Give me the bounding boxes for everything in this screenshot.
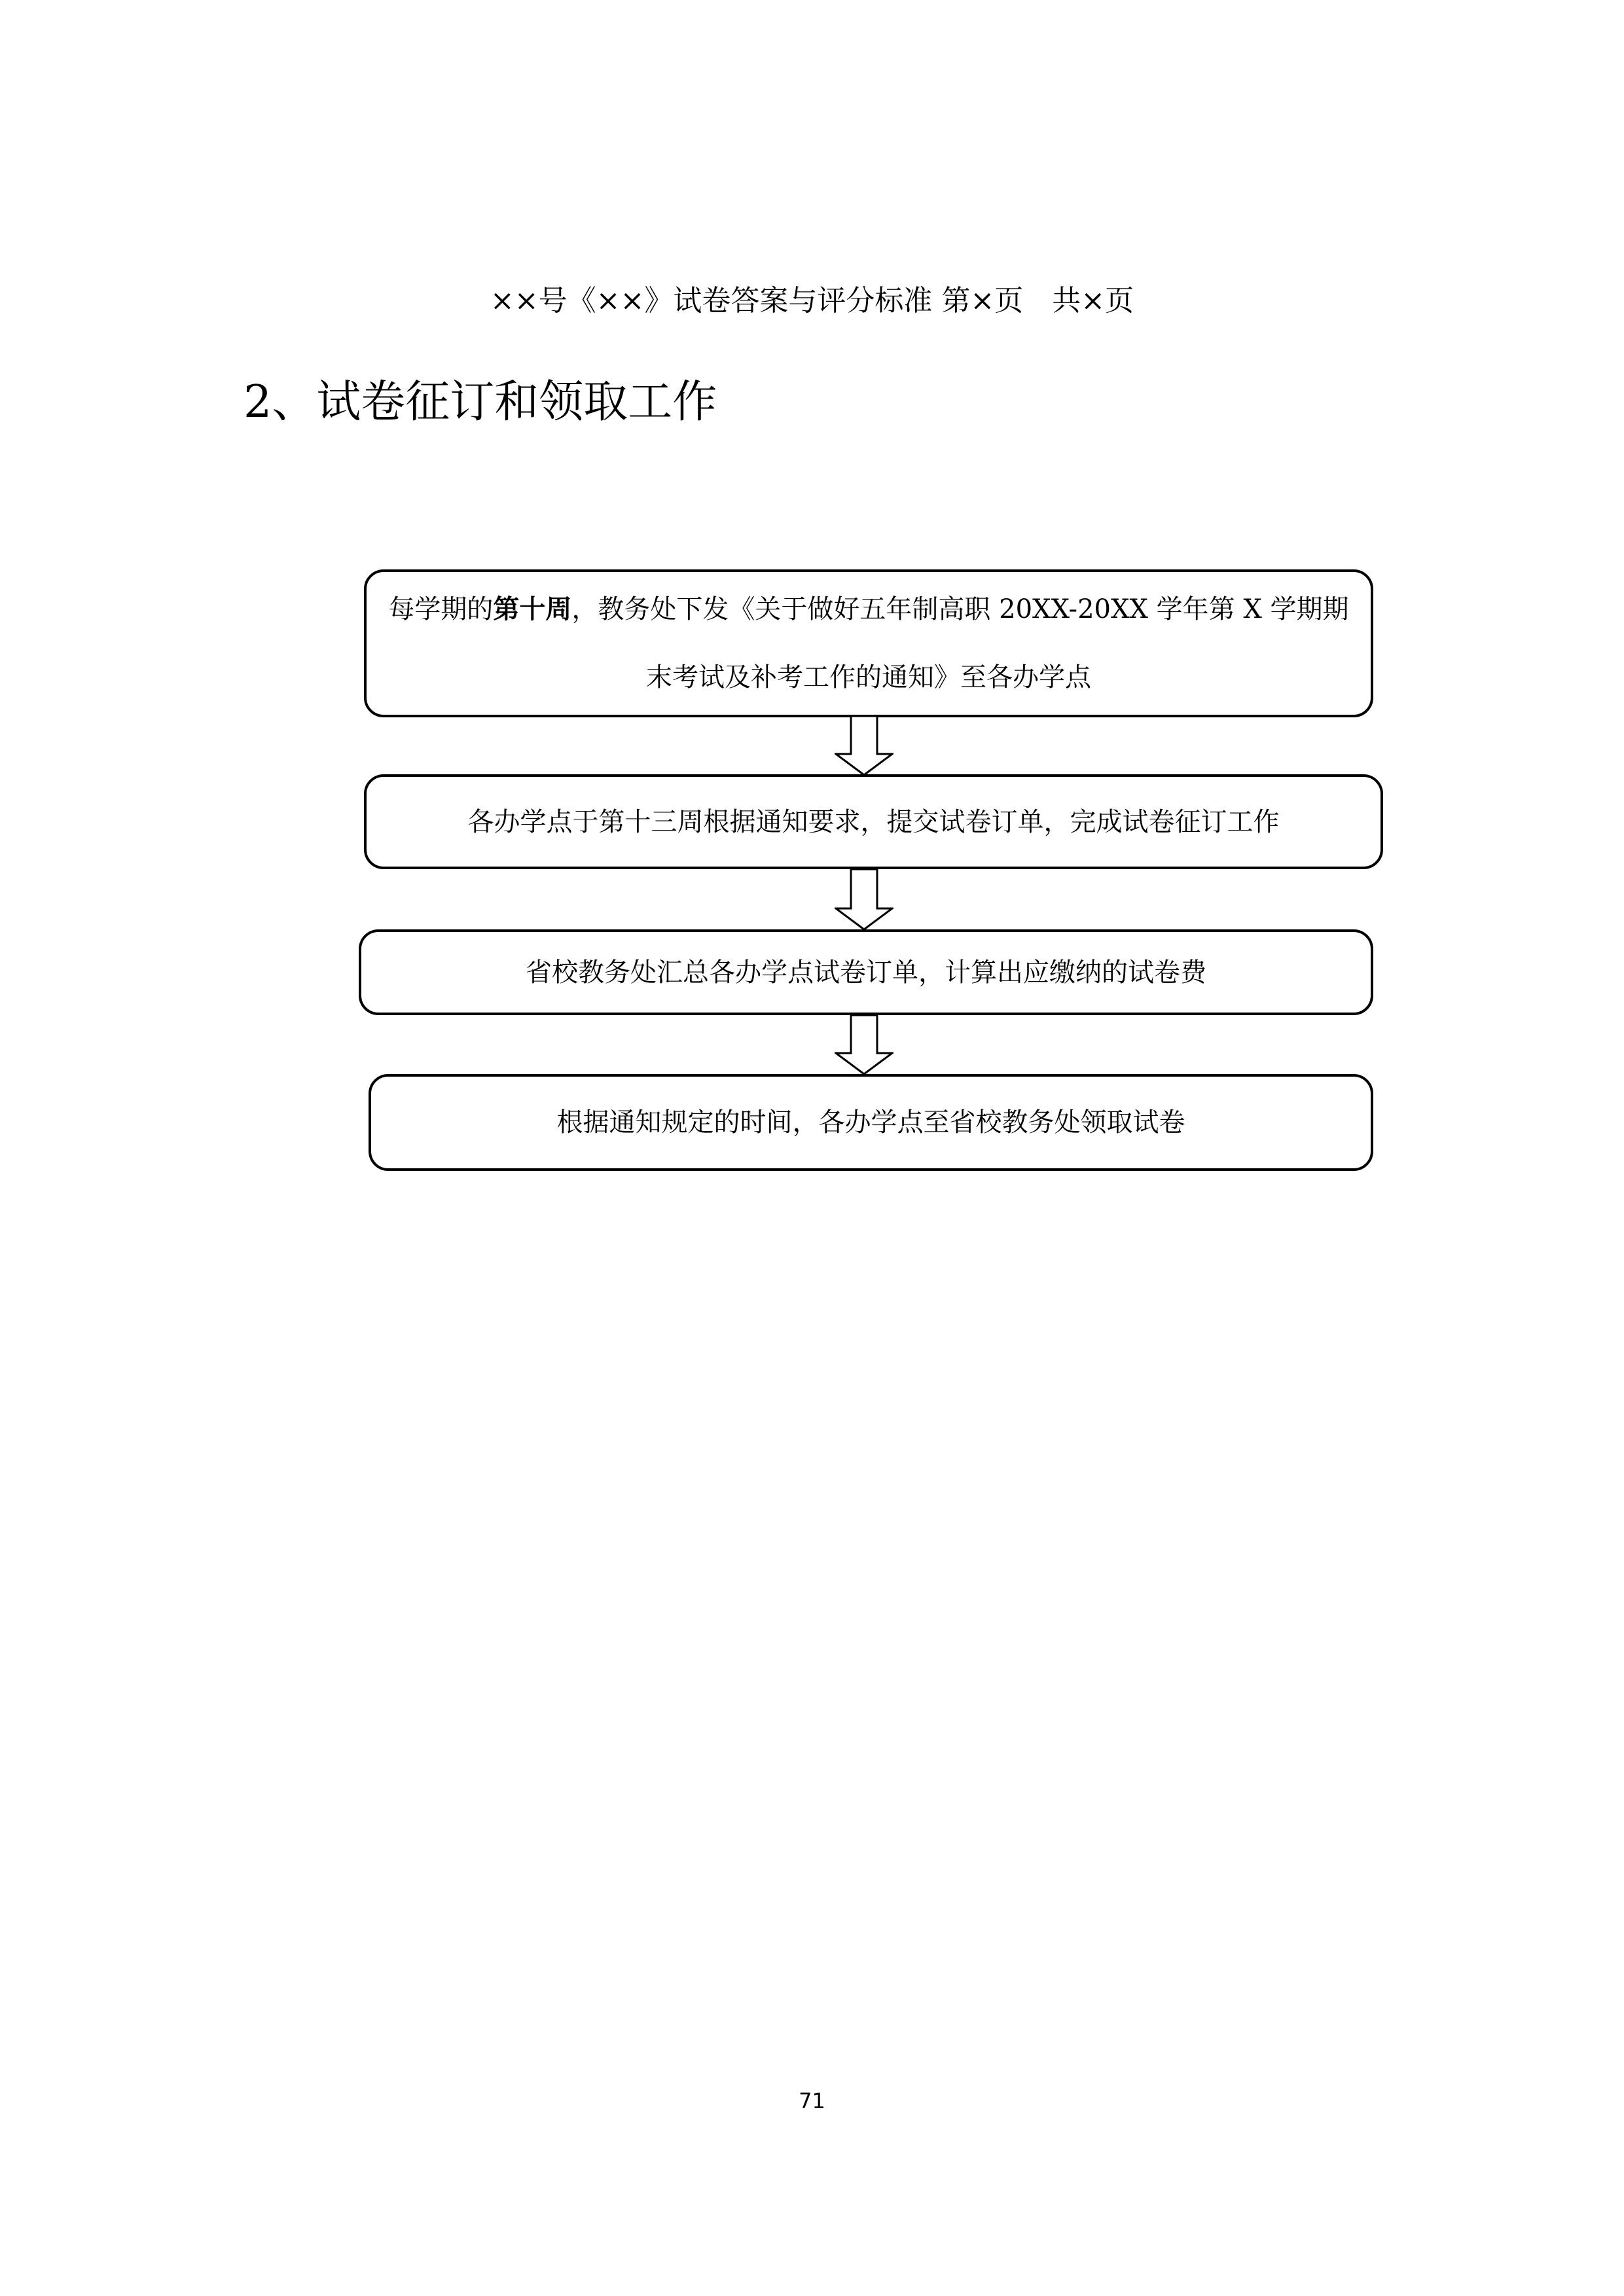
section-title: 2、试卷征订和领取工作 [244, 376, 717, 428]
flow-step-1-text [367, 575, 1371, 711]
page-number: 71 [799, 2089, 825, 2113]
down-arrow-icon [835, 869, 893, 931]
flow-step-2 [364, 774, 1383, 869]
down-arrow-icon [835, 1015, 893, 1075]
down-arrow-icon [835, 716, 893, 776]
flow-step-4 [369, 1074, 1373, 1171]
flow-step-1 [364, 569, 1373, 717]
flow-step-3 [359, 929, 1373, 1015]
flow-step-1-prefix: 每学期的 [388, 594, 494, 624]
flow-step-2-text: 各办学点于第十三周根据通知要求，提交试卷订单，完成试卷征订工作 [467, 806, 1280, 837]
flow-step-1-suffix: ，教务处下发《关于做好五年制高职 20XX-20XX 学年第 X 学期期末考试及补考工作的通知》至各办学点 [571, 594, 1349, 692]
flow-step-1-bold: 第十周 [493, 594, 572, 624]
page-header: ××号《××》试卷答案与评分标准 第×页 共×页 [490, 284, 1134, 317]
flow-step-3-text: 省校教务处汇总各办学点试卷订单，计算出应缴纳的试卷费 [526, 957, 1206, 988]
flow-step-4-text: 根据通知规定的时间，各办学点至省校教务处领取试卷 [556, 1107, 1185, 1138]
